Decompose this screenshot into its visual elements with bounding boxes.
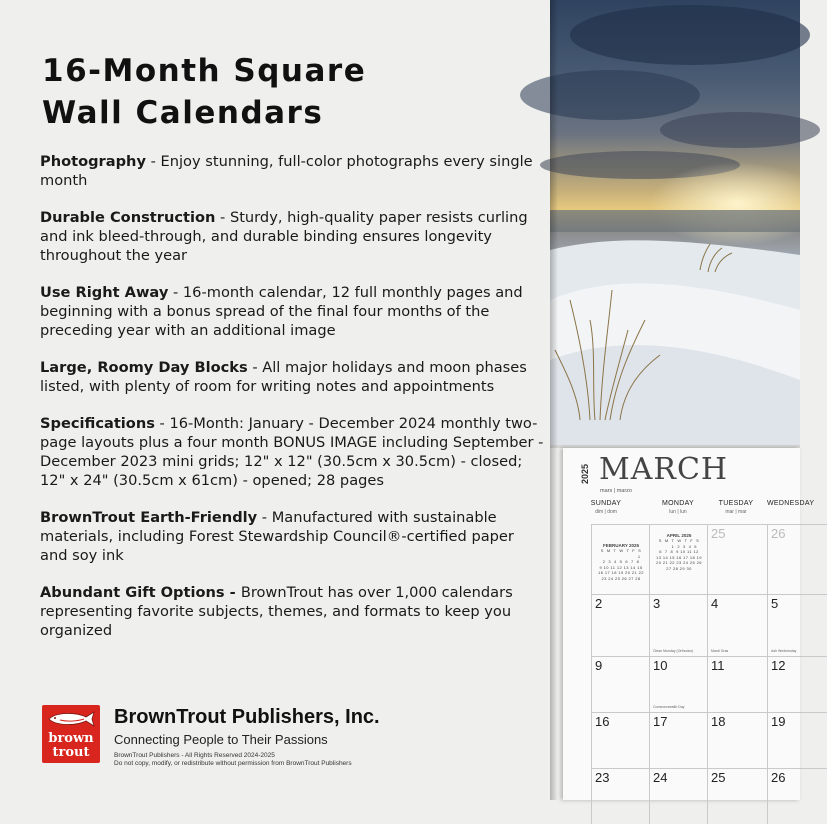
mini-header: S M T W T F S xyxy=(658,538,700,543)
day-translation: mar | mar xyxy=(725,509,747,515)
day-name: SUNDAY xyxy=(590,500,622,507)
title-line-2: Wall Calendars xyxy=(42,95,324,131)
day-cell[interactable] xyxy=(707,656,767,712)
feature-text: - 16-month calendar, 12 full monthly pages and beginning with a bonus spread of the final four months of the preceding year with an additional image xyxy=(40,284,523,339)
day-cell[interactable] xyxy=(707,768,767,824)
day-cell[interactable] xyxy=(649,594,707,656)
day-cell[interactable] xyxy=(767,656,827,712)
day-number: 26 xyxy=(771,526,786,541)
day-cell[interactable] xyxy=(591,712,649,768)
day-number: 25 xyxy=(711,770,726,785)
day-number: 5 xyxy=(771,596,779,611)
day-cell[interactable] xyxy=(591,768,649,824)
day-cell[interactable] xyxy=(707,524,767,594)
mini-row: 27 28 29 30 xyxy=(666,565,692,571)
day-header-wednesday xyxy=(767,500,825,526)
page-title xyxy=(42,50,366,134)
feature-earth-friendly xyxy=(40,508,545,565)
day-number: 25 xyxy=(711,526,726,541)
day-cell[interactable] xyxy=(707,594,767,656)
calendar-photo xyxy=(550,0,800,445)
logo-word-brown: brown xyxy=(48,731,94,746)
day-number: 26 xyxy=(771,770,786,785)
day-name: WEDNESDAY xyxy=(767,500,815,507)
logo-word-trout: trout xyxy=(52,745,90,760)
holiday-note: Clean Monday (Orthodox) xyxy=(653,648,694,653)
feature-text: - Sturdy, high-quality paper resists curling and ink bleed-through, and durable binding ensures longevity throughout the year xyxy=(40,209,528,264)
day-cell[interactable] xyxy=(649,656,707,712)
calendar-grid-page xyxy=(563,448,815,800)
mini-row: 6 7 8 9 10 11 12 xyxy=(659,549,699,554)
day-number: 11 xyxy=(711,658,725,673)
feature-title: Specifications xyxy=(40,415,155,432)
holiday-note: Ash Wednesday xyxy=(771,648,797,653)
day-cell[interactable] xyxy=(767,524,827,594)
day-cell[interactable] xyxy=(767,712,827,768)
feature-use-right-away xyxy=(40,283,545,340)
beach-dunes-illustration xyxy=(550,0,800,445)
mini-title: APRIL 2025 xyxy=(666,533,692,538)
feature-text: BrownTrout has over 1,000 calendars representing favorite subjects, themes, and formats to keep you organized xyxy=(40,584,513,639)
day-cell[interactable] xyxy=(591,594,649,656)
browntrout-logo xyxy=(42,705,100,763)
day-number: 18 xyxy=(711,714,726,729)
title-line-1: 16-Month Square xyxy=(42,53,367,89)
mini-row: 1 xyxy=(601,553,641,559)
page-shadow xyxy=(550,0,558,800)
legal-notice xyxy=(114,752,352,768)
brand-block xyxy=(42,705,542,775)
legal-line-1: BrownTrout Publishers - All Rights Reserved 2024-2025 xyxy=(114,752,275,759)
day-number: 19 xyxy=(771,714,786,729)
day-name: MONDAY xyxy=(661,500,694,507)
day-cell[interactable] xyxy=(767,594,827,656)
day-number: 12 xyxy=(771,658,786,673)
mini-calendar-april xyxy=(652,533,706,571)
day-number: 9 xyxy=(595,658,603,673)
day-number: 16 xyxy=(595,714,610,729)
feature-text: - 16-Month: January - December 2024 monthly two-page layouts plus a four month BONUS IMAGE including September - December 2023 mini grids; 12" x 12" (30.5cm x 30.5cm) - closed; 12" x 24" (30.5cm x 61cm) - opened; 28 pages xyxy=(40,415,544,489)
company-name: BrownTrout Publishers, Inc. xyxy=(114,706,380,728)
mini-row: 16 17 18 19 20 21 22 xyxy=(598,570,644,575)
day-number: 24 xyxy=(653,770,668,785)
feature-text: - Manufactured with sustainable materials, including Forest Stewardship Council®-certified paper and soy ink xyxy=(40,509,514,564)
calendar-year: 2025 xyxy=(580,463,590,485)
day-translation: lun | lun xyxy=(669,509,687,515)
mini-title: FEBRUARY 2025 xyxy=(602,543,639,548)
mini-row: 2 3 4 5 6 7 8 xyxy=(602,559,640,564)
legal-line-2: Do not copy, modify, or redistribute without permission from BrownTrout Publishers xyxy=(114,760,352,767)
day-number: 4 xyxy=(711,596,719,611)
feature-title: Use Right Away xyxy=(40,284,169,301)
feature-title: Large, Roomy Day Blocks xyxy=(40,359,248,376)
day-number: 3 xyxy=(653,596,661,611)
day-cell[interactable] xyxy=(649,768,707,824)
day-header-monday xyxy=(649,500,707,526)
feature-text: - All major holidays and moon phases listed, with plenty of room for writing notes and appointments xyxy=(40,359,527,395)
mini-row: 20 21 22 23 24 25 26 xyxy=(656,560,702,565)
mini-row: 1 2 3 4 5 xyxy=(661,543,697,549)
feature-title: BrownTrout Earth-Friendly xyxy=(40,509,258,526)
trout-icon xyxy=(46,709,96,729)
day-number: 10 xyxy=(653,658,668,673)
day-header-sunday xyxy=(563,500,649,526)
day-translation: dim | dom xyxy=(595,509,617,515)
day-number: 17 xyxy=(653,714,668,729)
day-number: 2 xyxy=(595,596,603,611)
day-name: TUESDAY xyxy=(718,500,754,507)
day-cell[interactable] xyxy=(767,768,827,824)
mini-header: S M T W T F S xyxy=(600,548,642,553)
feature-photography xyxy=(40,152,545,190)
mini-calendar-february-cell xyxy=(591,524,649,594)
feature-specifications xyxy=(40,414,545,490)
feature-title: Abundant Gift Options - xyxy=(40,584,241,601)
feature-title: Photography xyxy=(40,153,146,170)
mini-row: 9 10 11 12 13 14 15 xyxy=(599,564,643,570)
calendar-month: MARCH xyxy=(599,452,729,487)
day-cell[interactable] xyxy=(707,712,767,768)
feature-gift-options xyxy=(40,583,545,640)
feature-title: Durable Construction xyxy=(40,209,216,226)
day-number: 23 xyxy=(595,770,610,785)
feature-list xyxy=(40,152,545,658)
holiday-note: Mardi Gras xyxy=(711,648,729,653)
feature-text: - Enjoy stunning, full-color photographs every single month xyxy=(40,153,533,189)
feature-durable-construction xyxy=(40,208,545,265)
mini-calendar-april-cell xyxy=(649,524,707,594)
day-cell[interactable] xyxy=(649,712,707,768)
mini-calendar-february xyxy=(594,543,648,581)
day-header-tuesday xyxy=(707,500,765,526)
mini-row: 13 14 15 16 17 18 19 xyxy=(656,554,702,560)
mini-row: 23 24 25 26 27 28 xyxy=(601,575,641,581)
feature-day-blocks xyxy=(40,358,545,396)
calendar-month-translations: mars | marzo xyxy=(600,488,632,494)
company-tagline: Connecting People to Their Passions xyxy=(114,732,328,747)
holiday-note: Commonwealth Day xyxy=(653,704,685,709)
day-cell[interactable] xyxy=(591,656,649,712)
